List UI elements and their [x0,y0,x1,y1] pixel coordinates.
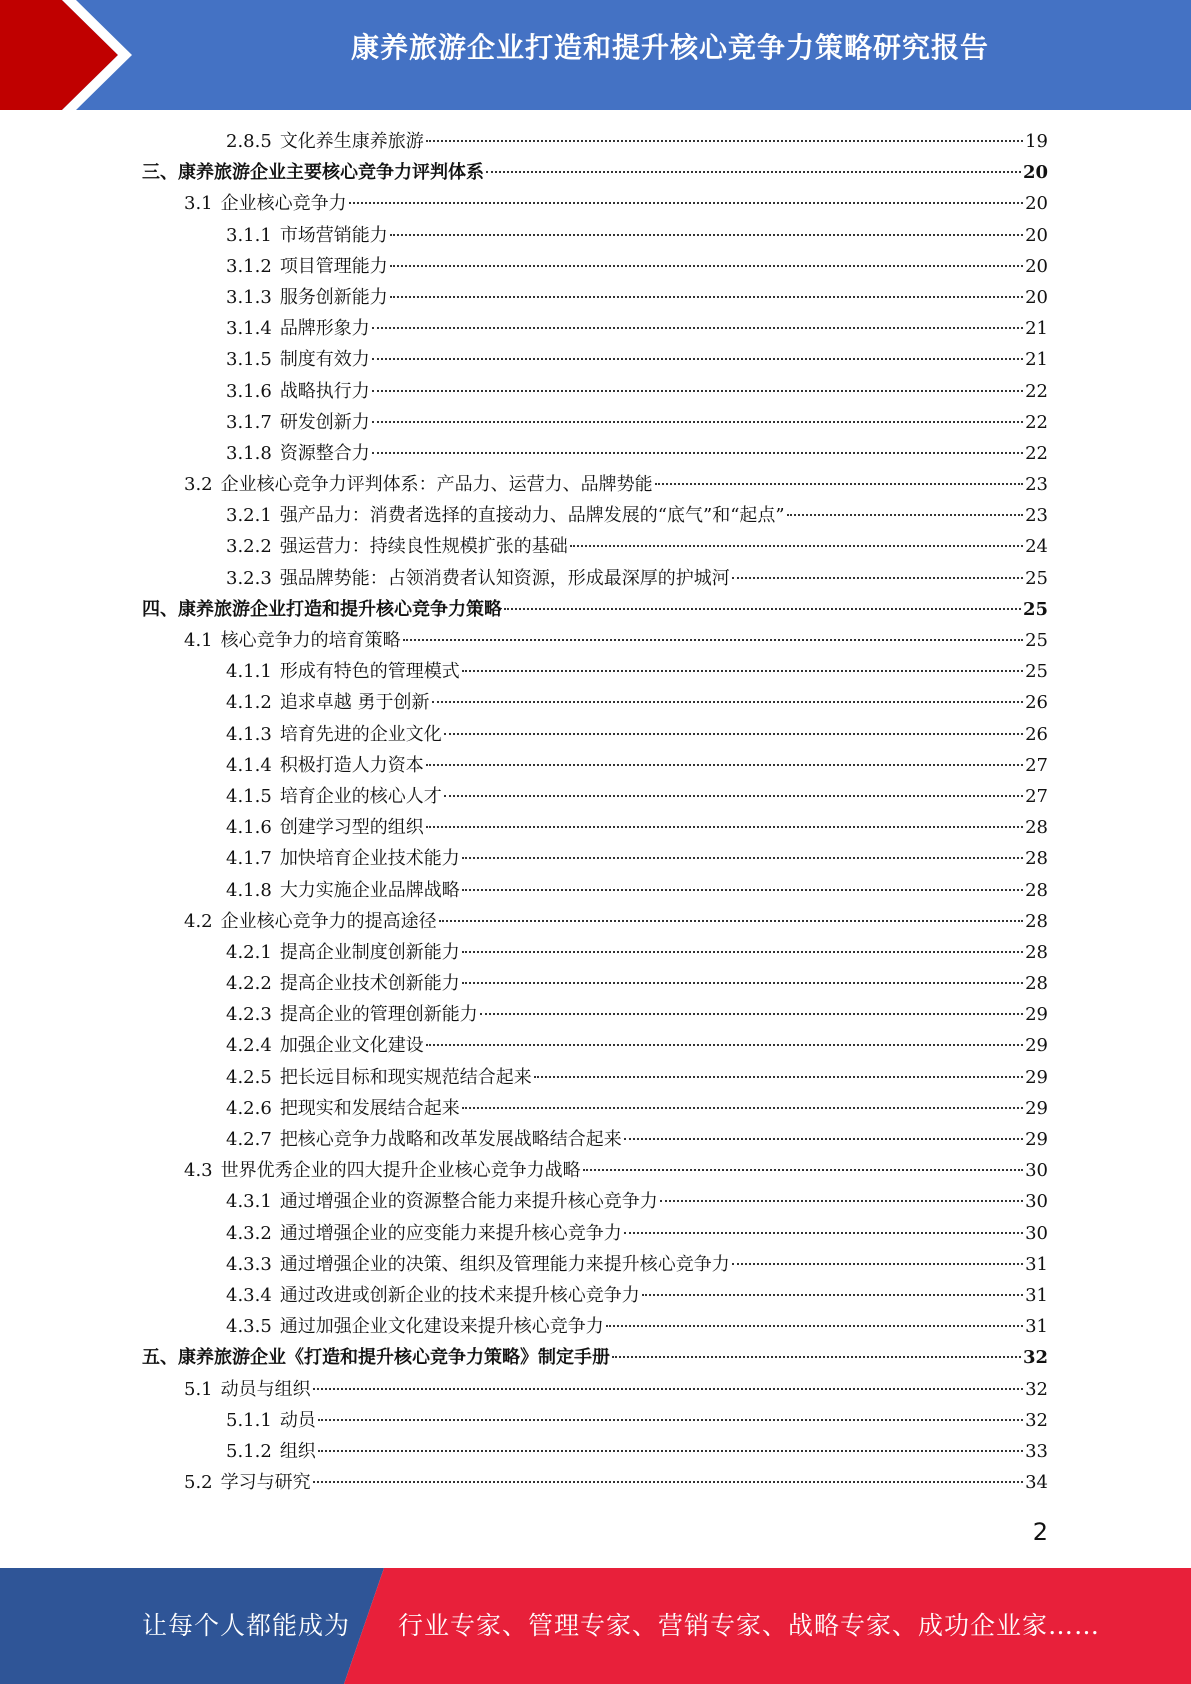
toc-entry-page: 27 [1025,754,1048,776]
toc-entry-number: 2.8.5 [226,131,272,152]
toc-entry-number: 3.1 [184,193,213,215]
toc-leader-dots [426,764,1023,766]
toc-entry-title: 通过增强企业的资源整合能力来提升核心竞争力 [279,1191,658,1213]
toc-entry-page: 26 [1025,723,1048,745]
toc-entry[interactable] [142,1093,1048,1124]
toc-entry[interactable] [142,282,1048,313]
toc-entry-page: 21 [1025,318,1048,340]
toc-entry-page: 33 [1025,1440,1048,1462]
toc-leader-dots [660,1200,1023,1202]
toc-leader-dots [318,1419,1023,1421]
toc-entry-number: 4.2.5 [226,1066,272,1088]
toc-leader-dots [372,452,1023,454]
toc-entry[interactable] [142,407,1048,438]
toc-entry-page: 20 [1025,255,1048,277]
toc-entry-page: 27 [1025,785,1048,807]
toc-entry[interactable] [142,1405,1048,1436]
toc-entry-number: 4.1.5 [226,785,272,807]
toc-entry-page: 26 [1025,692,1048,714]
toc-leader-dots [349,202,1023,204]
toc-leader-dots [624,1232,1023,1234]
toc-entry[interactable] [142,750,1048,781]
toc-leader-dots [426,1044,1023,1046]
toc-entry-title: 三、康养旅游企业主要核心竞争力评判体系 [142,162,484,184]
toc-entry-page: 23 [1025,474,1048,496]
toc-entry-page: 32 [1022,1347,1048,1369]
toc-entry-number: 4.1.8 [226,879,272,901]
toc-leader-dots [534,1076,1023,1078]
toc-entry-title: 组织 [279,1440,316,1462]
toc-leader-dots [787,514,1023,516]
toc-leader-dots [426,826,1023,828]
page-header [0,0,1191,110]
toc-entry[interactable] [142,469,1048,500]
toc-entry-title: 品牌形象力 [279,318,370,340]
toc-entry-title: 通过增强企业的应变能力来提升核心竞争力 [279,1222,622,1244]
toc-entry[interactable] [142,1311,1048,1342]
toc-entry-title: 积极打造人力资本 [279,754,424,776]
toc-entry-page: 23 [1025,505,1048,527]
toc-entry-number: 4.3.1 [226,1191,272,1213]
toc-entry-number: 3.2.2 [226,536,272,558]
toc-entry-page: 32 [1025,1378,1048,1400]
toc-entry-title: 把核心竞争力战略和改革发展战略结合起来 [279,1129,622,1150]
toc-leader-dots [732,1263,1023,1265]
toc-entry[interactable] [142,500,1048,531]
toc-entry[interactable] [142,1342,1048,1373]
toc-entry-page: 28 [1025,973,1048,995]
toc-entry-title: 强品牌势能：占领消费者认知资源，形成最深厚的护城河 [279,567,730,589]
toc-entry-title: 通过改进或创新企业的技术来提升核心竞争力 [279,1284,640,1306]
toc-entry-page: 28 [1025,941,1048,963]
toc-entry-number: 3.1.2 [226,255,272,277]
toc-entry-number: 4.3.4 [226,1284,272,1306]
toc-entry-number: 4.3 [184,1160,213,1182]
toc-leader-dots [642,1294,1023,1296]
toc-entry[interactable] [142,1155,1048,1186]
toc-entry-number: 3.2.1 [226,505,272,527]
toc-entry-number: 5.2 [184,1472,213,1494]
toc-entry[interactable] [142,875,1048,906]
toc-entry-title: 提高企业技术创新能力 [279,973,460,995]
toc-leader-dots [390,234,1023,236]
toc-leader-dots [372,327,1023,329]
toc-entry-title: 文化养生康养旅游 [279,131,424,152]
toc-entry[interactable] [142,1249,1048,1280]
toc-leader-dots [313,1481,1023,1483]
toc-entry-page: 24 [1025,536,1048,558]
toc-leader-dots [486,171,1021,173]
toc-leader-dots [462,670,1023,672]
toc-entry-number: 4.1.4 [226,754,272,776]
toc-entry[interactable] [142,376,1048,407]
toc-entry[interactable] [142,843,1048,874]
toc-entry-page: 20 [1025,224,1048,246]
toc-leader-dots [462,857,1023,859]
toc-leader-dots [372,358,1023,360]
toc-entry-title: 通过增强企业的决策、组织及管理能力来提升核心竞争力 [279,1253,730,1275]
toc-entry-number: 3.1.6 [226,380,272,402]
toc-entry-page: 30 [1025,1160,1048,1182]
toc-entry-page: 22 [1025,380,1048,402]
toc-entry-title: 五、康养旅游企业《打造和提升核心竞争力策略》制定手册 [142,1347,610,1369]
toc-entry-number: 4.1.3 [226,723,272,745]
toc-leader-dots [390,296,1023,298]
toc-entry[interactable] [142,1218,1048,1249]
toc-entry-page: 32 [1025,1409,1048,1431]
toc-entry-number: 4.2.3 [226,1004,272,1026]
toc-entry-page: 25 [1025,661,1048,683]
toc-entry-title: 四、康养旅游企业打造和提升核心竞争力策略 [142,598,502,620]
toc-entry-title: 提高企业的管理创新能力 [279,1004,478,1026]
footer-slogan-left: 让每个人都能成为 [142,1611,351,1640]
toc-entry-number: 5.1 [184,1378,213,1400]
toc-entry-page: 28 [1025,910,1048,932]
toc-entry[interactable] [142,188,1048,219]
toc-entry-number: 3.1.8 [226,442,272,464]
toc-entry-page: 28 [1025,817,1048,839]
toc-entry[interactable] [142,1030,1048,1061]
toc-entry-number: 4.2.7 [226,1129,272,1150]
toc-entry-page: 29 [1025,1004,1048,1026]
toc-entry[interactable] [142,719,1048,750]
toc-entry[interactable] [142,906,1048,937]
toc-entry[interactable] [142,1374,1048,1405]
toc-entry-page: 25 [1025,630,1048,651]
toc-entry-page: 29 [1025,1035,1048,1057]
toc-leader-dots [372,421,1023,423]
toc-entry-number: 4.1.1 [226,661,272,683]
toc-entry[interactable] [142,1062,1048,1093]
toc-leader-dots [732,577,1023,579]
toc-entry-page: 31 [1025,1253,1048,1275]
toc-entry-page: 30 [1025,1191,1048,1213]
toc-entry-page: 29 [1025,1129,1048,1150]
toc-entry-number: 4.3.2 [226,1222,272,1244]
toc-entry-title: 把长远目标和现实规范结合起来 [279,1066,532,1088]
toc-entry-page: 28 [1025,848,1048,870]
toc-entry-number: 5.1.1 [226,1409,272,1431]
toc-entry-title: 服务创新能力 [279,286,388,308]
toc-entry-title: 制度有效力 [279,349,370,371]
toc-entry-page: 25 [1022,598,1048,620]
toc-entry[interactable] [142,687,1048,718]
header-title: 康养旅游企业打造和提升核心竞争力策略研究报告 [350,31,989,64]
toc-entry-number: 3.2.3 [226,567,272,589]
toc-entry-page: 19 [1025,131,1048,152]
toc-entry[interactable] [142,563,1048,594]
toc-entry-title: 资源整合力 [279,442,370,464]
toc-leader-dots [462,982,1023,984]
toc-entry-page: 31 [1025,1284,1048,1306]
toc-entry-number: 3.1.3 [226,286,272,308]
toc-entry-page: 30 [1025,1222,1048,1244]
toc-entry-page: 25 [1025,567,1048,589]
toc-entry-title: 创建学习型的组织 [279,817,424,839]
toc-entry-number: 3.1.5 [226,349,272,371]
toc-entry-title: 动员与组织 [220,1378,311,1400]
toc-entry[interactable] [142,781,1048,812]
toc-entry-number: 4.1.6 [226,817,272,839]
footer-slogan-right: 行业专家、管理专家、营销专家、战略专家、成功企业家…… [398,1611,1101,1640]
toc-entry-title: 形成有特色的管理模式 [279,661,460,683]
toc-entry[interactable] [142,251,1048,282]
toc-entry-title: 市场营销能力 [279,224,388,246]
toc-entry-number: 4.3.3 [226,1253,272,1275]
toc-entry-page: 20 [1025,286,1048,308]
toc-entry-number: 3.2 [184,474,213,496]
toc-leader-dots [606,1325,1023,1327]
toc-entry[interactable] [142,1280,1048,1311]
toc-entry-title: 强产品力：消费者选择的直接动力、品牌发展的“底气”和“起点” [279,505,785,527]
toc-entry[interactable] [142,999,1048,1030]
toc-entry-number: 4.2.2 [226,973,272,995]
toc-entry-page: 20 [1025,193,1048,215]
toc-entry-title: 世界优秀企业的四大提升企业核心竞争力战略 [220,1160,581,1182]
toc-entry-title: 加强企业文化建设 [279,1035,424,1057]
toc-leader-dots [390,265,1023,267]
toc-entry-number: 4.1.7 [226,848,272,870]
toc-leader-dots [462,889,1023,891]
toc-entry-title: 战略执行力 [279,380,370,402]
toc-entry[interactable] [142,531,1048,562]
toc-entry[interactable] [142,1186,1048,1217]
toc-entry[interactable] [142,438,1048,469]
toc-entry-page: 22 [1025,411,1048,433]
toc-entry-title: 企业核心竞争力的提高途径 [220,910,437,932]
toc-entry-page: 31 [1025,1316,1048,1338]
toc-entry[interactable] [142,812,1048,843]
toc-entry-page: 22 [1025,442,1048,464]
toc-entry[interactable] [142,968,1048,999]
toc-entry-title: 加快培育企业技术能力 [279,848,460,870]
toc-entry[interactable] [142,594,1048,625]
toc-entry-title: 企业核心竞争力评判体系：产品力、运营力、品牌势能 [220,474,653,496]
page-number: 2 [1032,1518,1048,1546]
toc-leader-dots [318,1450,1023,1452]
toc-entry-page: 21 [1025,349,1048,371]
table-of-contents [142,126,1048,1498]
toc-leader-dots [504,608,1021,610]
toc-entry-page: 29 [1025,1097,1048,1119]
toc-entry-title: 通过加强企业文化建设来提升核心竞争力 [279,1316,604,1338]
toc-entry[interactable] [142,220,1048,251]
toc-entry-page: 29 [1025,1066,1048,1088]
toc-leader-dots [570,545,1023,547]
toc-leader-dots [480,1013,1023,1015]
toc-entry-number: 4.1 [184,630,213,651]
toc-entry-page: 20 [1022,162,1048,184]
toc-leader-dots [583,1169,1023,1171]
toc-entry-number: 4.2.4 [226,1035,272,1057]
toc-leader-dots [444,733,1023,735]
toc-entry[interactable] [142,126,1048,157]
toc-entry[interactable] [142,157,1048,188]
toc-leader-dots [462,1107,1023,1109]
toc-entry-title: 研发创新力 [279,411,370,433]
toc-entry-number: 3.1.1 [226,224,272,246]
toc-entry[interactable] [142,937,1048,968]
toc-entry-title: 培育先进的企业文化 [279,723,442,745]
toc-entry-number: 4.1.2 [226,692,272,714]
toc-entry[interactable] [142,1124,1048,1155]
toc-entry-title: 提高企业制度创新能力 [279,941,460,963]
toc-entry-page: 28 [1025,879,1048,901]
toc-entry-number: 4.2.1 [226,941,272,963]
toc-leader-dots [439,920,1023,922]
toc-leader-dots [655,483,1023,485]
toc-entry-number: 4.3.5 [226,1316,272,1338]
toc-entry-title: 大力实施企业品牌战略 [279,879,460,901]
toc-leader-dots [624,1138,1023,1140]
toc-entry[interactable] [142,625,1048,656]
header-red-chevron-icon [0,0,140,110]
toc-entry-number: 5.1.2 [226,1440,272,1462]
toc-entry-number: 3.1.4 [226,318,272,340]
toc-entry-title: 动员 [279,1409,316,1431]
toc-entry-page: 34 [1025,1472,1048,1494]
toc-entry[interactable] [142,344,1048,375]
toc-entry-title: 企业核心竞争力 [220,193,347,215]
toc-entry[interactable] [142,656,1048,687]
toc-entry-number: 4.2.6 [226,1097,272,1119]
toc-entry-title: 培育企业的核心人才 [279,785,442,807]
toc-entry-title: 核心竞争力的培育策略 [220,630,401,651]
toc-entry-title: 项目管理能力 [279,255,388,277]
toc-entry[interactable] [142,1467,1048,1498]
toc-leader-dots [426,140,1023,142]
toc-entry-title: 追求卓越 勇于创新 [279,692,430,714]
toc-leader-dots [612,1356,1021,1358]
toc-entry-title: 把现实和发展结合起来 [279,1097,460,1119]
toc-entry-title: 强运营力：持续良性规模扩张的基础 [279,536,568,558]
toc-entry-title: 学习与研究 [220,1472,311,1494]
toc-entry[interactable] [142,313,1048,344]
toc-entry-number: 3.1.7 [226,411,272,433]
toc-leader-dots [403,639,1023,641]
toc-leader-dots [432,701,1024,703]
page-footer [0,1568,1191,1684]
toc-leader-dots [313,1388,1023,1390]
toc-leader-dots [372,390,1023,392]
toc-leader-dots [462,951,1023,953]
toc-entry[interactable] [142,1436,1048,1467]
toc-entry-number: 4.2 [184,910,213,932]
toc-leader-dots [444,795,1023,797]
